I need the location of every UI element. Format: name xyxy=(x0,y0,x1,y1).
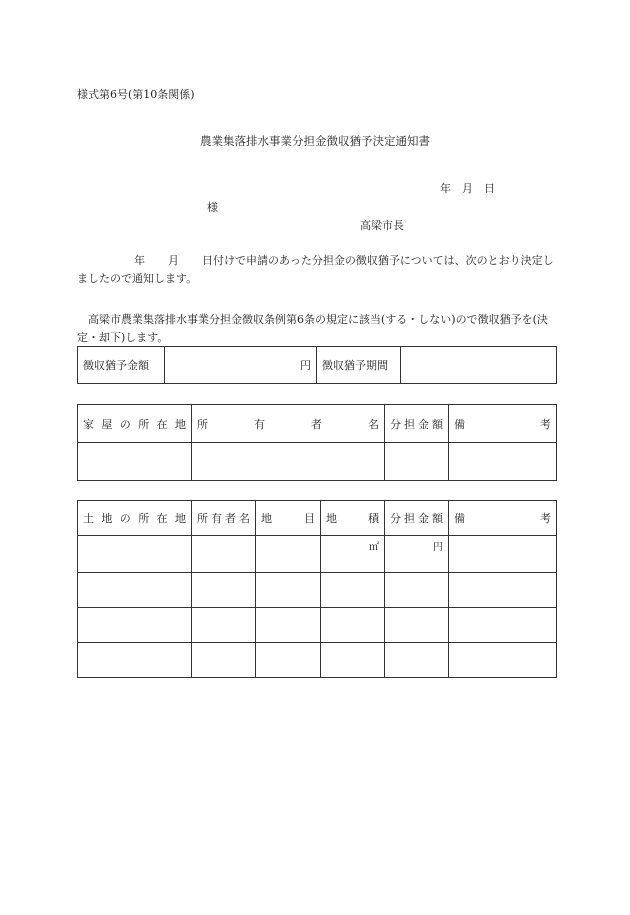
land-remarks-header: 備考 xyxy=(449,501,557,536)
table-row xyxy=(78,608,557,643)
area-unit: ㎡ xyxy=(369,542,379,553)
notice-paragraph xyxy=(77,252,555,288)
month-label: 月 xyxy=(168,254,179,267)
land-area-cell[interactable] xyxy=(321,643,385,678)
addressee-suffix: 様 xyxy=(207,201,218,214)
land-owner-cell[interactable] xyxy=(192,643,256,678)
period-label: 徴収猶予期間 xyxy=(317,347,401,384)
land-amount-cell[interactable] xyxy=(385,536,449,573)
land-category-cell[interactable] xyxy=(256,643,321,678)
land-location-cell[interactable] xyxy=(78,643,192,678)
land-area-header: 地積 xyxy=(321,501,385,536)
land-remarks-cell[interactable] xyxy=(449,573,557,608)
decision-text: 高梁市農業集落排水事業分担金徴収条例第6条の規定に該当(する・しない)ので徴収猶予を(決定・却下)します。 xyxy=(77,313,548,344)
house-remarks-header: 備考 xyxy=(449,405,557,443)
date-line: 年 月 日 xyxy=(440,182,495,195)
year-label: 年 xyxy=(134,254,145,267)
house-table xyxy=(77,404,557,481)
notice-text: 日付けで申請のあった分担金の徴収猶予については、次のとおり決定しましたので通知します。 xyxy=(77,254,554,285)
land-category-cell[interactable] xyxy=(256,536,321,573)
house-amount-cell[interactable] xyxy=(385,443,449,481)
land-location-cell[interactable] xyxy=(78,536,192,573)
table-row xyxy=(78,573,557,608)
house-remarks-cell[interactable] xyxy=(449,443,557,481)
land-owner-cell[interactable] xyxy=(192,536,256,573)
land-location-cell[interactable] xyxy=(78,608,192,643)
summary-table xyxy=(77,346,557,384)
decision-paragraph xyxy=(77,311,555,347)
land-amount-cell[interactable] xyxy=(385,573,449,608)
period-field[interactable] xyxy=(401,347,557,384)
house-amount-header: 分担金額 xyxy=(385,405,449,443)
land-area-cell[interactable] xyxy=(321,573,385,608)
house-location-cell[interactable] xyxy=(78,443,192,481)
land-remarks-cell[interactable] xyxy=(449,608,557,643)
land-remarks-cell[interactable] xyxy=(449,643,557,678)
land-amount-header: 分担金額 xyxy=(385,501,449,536)
land-location-cell[interactable] xyxy=(78,573,192,608)
house-owner-header: 所有者名 xyxy=(192,405,385,443)
land-owner-cell[interactable] xyxy=(192,573,256,608)
land-owner-header: 所有者名 xyxy=(192,501,256,536)
document-title: 農業集落排水事業分担金徴収猶予決定通知書 xyxy=(200,134,430,148)
amount-field[interactable] xyxy=(165,347,317,384)
land-amount-cell[interactable] xyxy=(385,608,449,643)
amount-unit: 円 xyxy=(433,542,443,553)
land-category-cell[interactable] xyxy=(256,573,321,608)
table-row xyxy=(78,536,557,573)
house-owner-cell[interactable] xyxy=(192,443,385,481)
land-area-cell[interactable] xyxy=(321,608,385,643)
land-area-cell[interactable] xyxy=(321,536,385,573)
house-location-header: 家屋の所在地 xyxy=(78,405,192,443)
land-owner-cell[interactable] xyxy=(192,608,256,643)
form-number: 様式第6号(第10条関係) xyxy=(77,88,195,101)
table-row xyxy=(78,643,557,678)
land-table xyxy=(77,500,557,678)
amount-label: 徴収猶予金額 xyxy=(78,347,165,384)
issuer: 高梁市長 xyxy=(360,219,404,232)
land-amount-cell[interactable] xyxy=(385,643,449,678)
amount-unit: 円 xyxy=(300,359,311,372)
land-category-cell[interactable] xyxy=(256,608,321,643)
land-category-header: 地目 xyxy=(256,501,321,536)
land-location-header: 土地の所在地 xyxy=(78,501,192,536)
land-remarks-cell[interactable] xyxy=(449,536,557,573)
